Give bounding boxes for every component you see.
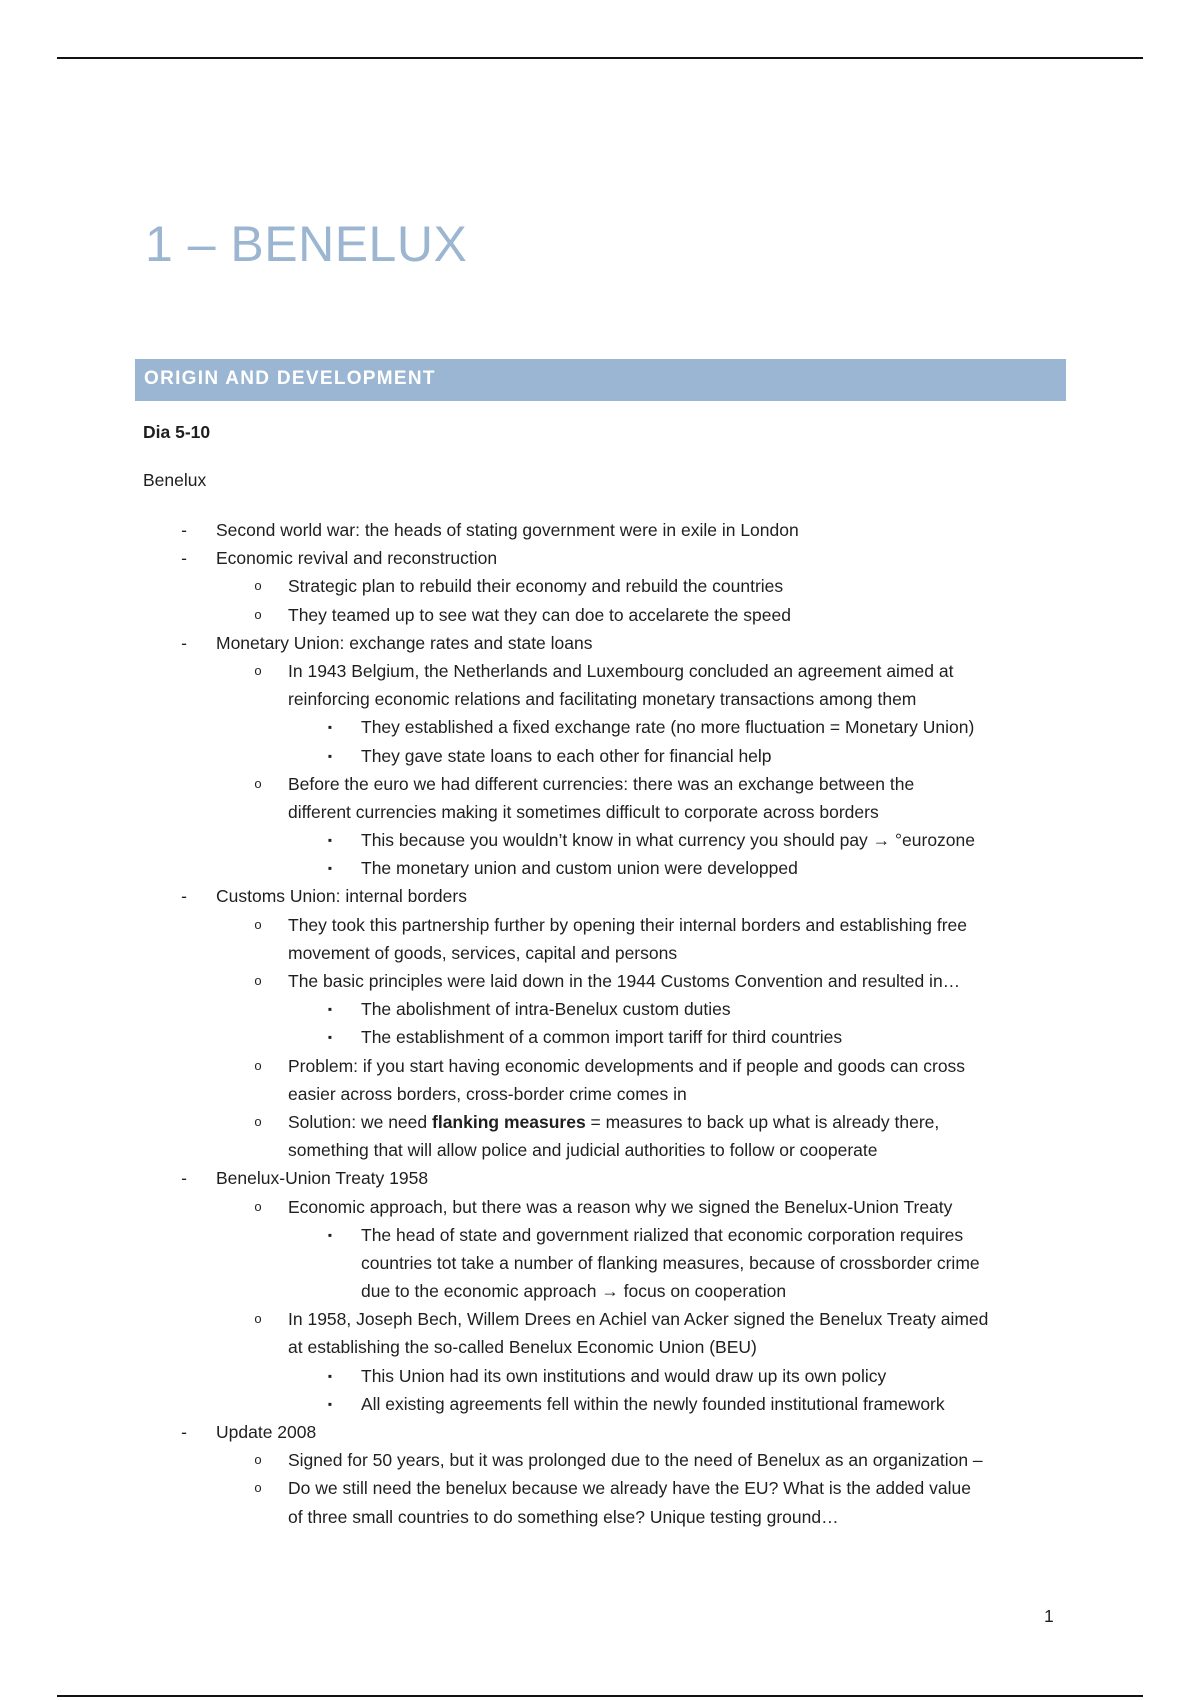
square-bullet-icon: ▪ — [327, 720, 333, 735]
circle-bullet-icon: o — [254, 606, 262, 622]
list-item-continuation: different currencies making it sometimes difficult to corporate across borders — [288, 801, 879, 822]
list-item-continuation: reinforcing economic relations and facilitating monetary transactions among them — [288, 689, 917, 710]
list-item: o In 1958, Joseph Bech, Willem Drees en Achiel van Acker signed the Benelux Treaty aimed — [0, 1305, 1200, 1333]
circle-bullet-icon: o — [254, 1452, 262, 1468]
circle-bullet-icon: o — [254, 662, 262, 678]
list-item: - Second world war: the heads of stating government were in exile in London — [0, 516, 1200, 544]
page-number: 1 — [1044, 1606, 1054, 1626]
circle-bullet-icon: o — [254, 1198, 262, 1214]
circle-bullet-icon: o — [254, 1113, 262, 1129]
dash-marker: - — [181, 520, 187, 540]
list-item-continuation: something that will allow police and judicial authorities to follow or cooperate — [288, 1140, 878, 1161]
header-rule — [57, 57, 1143, 59]
list-item-continuation: of three small countries to do something else? Unique testing ground… — [288, 1506, 839, 1527]
list-item: - Customs Union: internal borders — [0, 882, 1200, 910]
list-item: o Do we still need the benelux because we already have the EU? What is the added value — [0, 1474, 1200, 1502]
list-item: ▪ This Union had its own institutions and would draw up its own policy — [0, 1362, 1200, 1390]
list-item: - Benelux-Union Treaty 1958 — [0, 1164, 1200, 1192]
dash-marker: - — [181, 632, 187, 653]
circle-bullet-icon: o — [254, 973, 262, 988]
dash-marker: - — [181, 1422, 187, 1442]
square-bullet-icon: ▪ — [327, 1002, 333, 1017]
list-item: o Signed for 50 years, but it was prolonged due to the need of Benelux as an organization – — [0, 1446, 1200, 1474]
dash-marker: - — [181, 548, 187, 569]
square-bullet-icon: ▪ — [327, 833, 333, 848]
list-item: ▪ They established a fixed exchange rate (no more fluctuation = Monetary Union) — [0, 713, 1200, 741]
list-item: - Economic revival and reconstruction — [0, 544, 1200, 572]
list-item-continuation: due to the economic approach → focus on cooperation — [361, 1281, 787, 1302]
footer-rule — [57, 1695, 1143, 1697]
circle-bullet-icon: o — [254, 1311, 262, 1327]
section-heading-bar — [135, 359, 1066, 401]
circle-bullet-icon: o — [254, 1057, 262, 1073]
list-item: o Problem: if you start having economic developments and if people and goods can cross — [0, 1052, 1200, 1080]
circle-bullet-icon: o — [254, 1480, 262, 1496]
square-bullet-icon: ▪ — [327, 748, 333, 763]
dash-marker: - — [181, 886, 187, 907]
bold-term: flanking measures — [432, 1111, 586, 1132]
list-item: o Solution: we need flanking measures = measures to back up what is already there, — [0, 1108, 1200, 1136]
list-item: o Strategic plan to rebuild their economy and rebuild the countries — [0, 572, 1200, 600]
list-item: ▪ The establishment of a common import tariff for third countries — [0, 1023, 1200, 1051]
list-item: o The basic principles were laid down in the 1944 Customs Convention and resulted in… — [0, 967, 1200, 995]
bullet-list — [0, 516, 1200, 1531]
square-bullet-icon: ▪ — [327, 861, 333, 876]
list-item: - Monetary Union: exchange rates and state loans — [0, 629, 1200, 657]
list-item-continuation: movement of goods, services, capital and persons — [288, 942, 678, 963]
list-item: o They took this partnership further by opening their internal borders and establishing free — [0, 911, 1200, 939]
list-item: - Update 2008 — [0, 1418, 1200, 1446]
list-item: ▪ They gave state loans to each other for financial help — [0, 742, 1200, 770]
subheading: Dia 5-10 — [143, 422, 211, 442]
list-item: ▪ The head of state and government rialized that economic corporation requires — [0, 1221, 1200, 1249]
circle-bullet-icon: o — [254, 775, 262, 791]
list-item: o Economic approach, but there was a reason why we signed the Benelux-Union Treaty — [0, 1193, 1200, 1221]
list-item: ▪ All existing agreements fell within the newly founded institutional framework — [0, 1390, 1200, 1418]
square-bullet-icon: ▪ — [327, 1227, 333, 1242]
list-item: o In 1943 Belgium, the Netherlands and Luxembourg concluded an agreement aimed at — [0, 657, 1200, 685]
list-item: ▪ The monetary union and custom union were developped — [0, 854, 1200, 882]
dash-marker: - — [181, 1168, 187, 1189]
page-title: 1 – BENELUX — [145, 216, 468, 272]
list-item: ▪ The abolishment of intra-Benelux custom duties — [0, 995, 1200, 1023]
list-item: o They teamed up to see wat they can doe to accelarete the speed — [0, 601, 1200, 629]
list-item: ▪ This because you wouldn’t know in what currency you should pay → °eurozone — [0, 826, 1200, 854]
square-bullet-icon: ▪ — [327, 1396, 333, 1411]
section-heading: ORIGIN AND DEVELOPMENT — [144, 368, 436, 389]
list-item-continuation: countries tot take a number of flanking measures, because of crossborder crime — [361, 1252, 980, 1273]
list-item-continuation: easier across borders, cross-border crime comes in — [288, 1083, 687, 1104]
intro-text: Benelux — [143, 470, 207, 490]
list-item-continuation: at establishing the so-called Benelux Economic Union (BEU) — [288, 1337, 757, 1358]
list-item: o Before the euro we had different currencies: there was an exchange between the — [0, 770, 1200, 798]
square-bullet-icon: ▪ — [327, 1368, 333, 1383]
circle-bullet-icon: o — [254, 578, 262, 594]
square-bullet-icon: ▪ — [327, 1030, 333, 1045]
circle-bullet-icon: o — [254, 916, 262, 932]
